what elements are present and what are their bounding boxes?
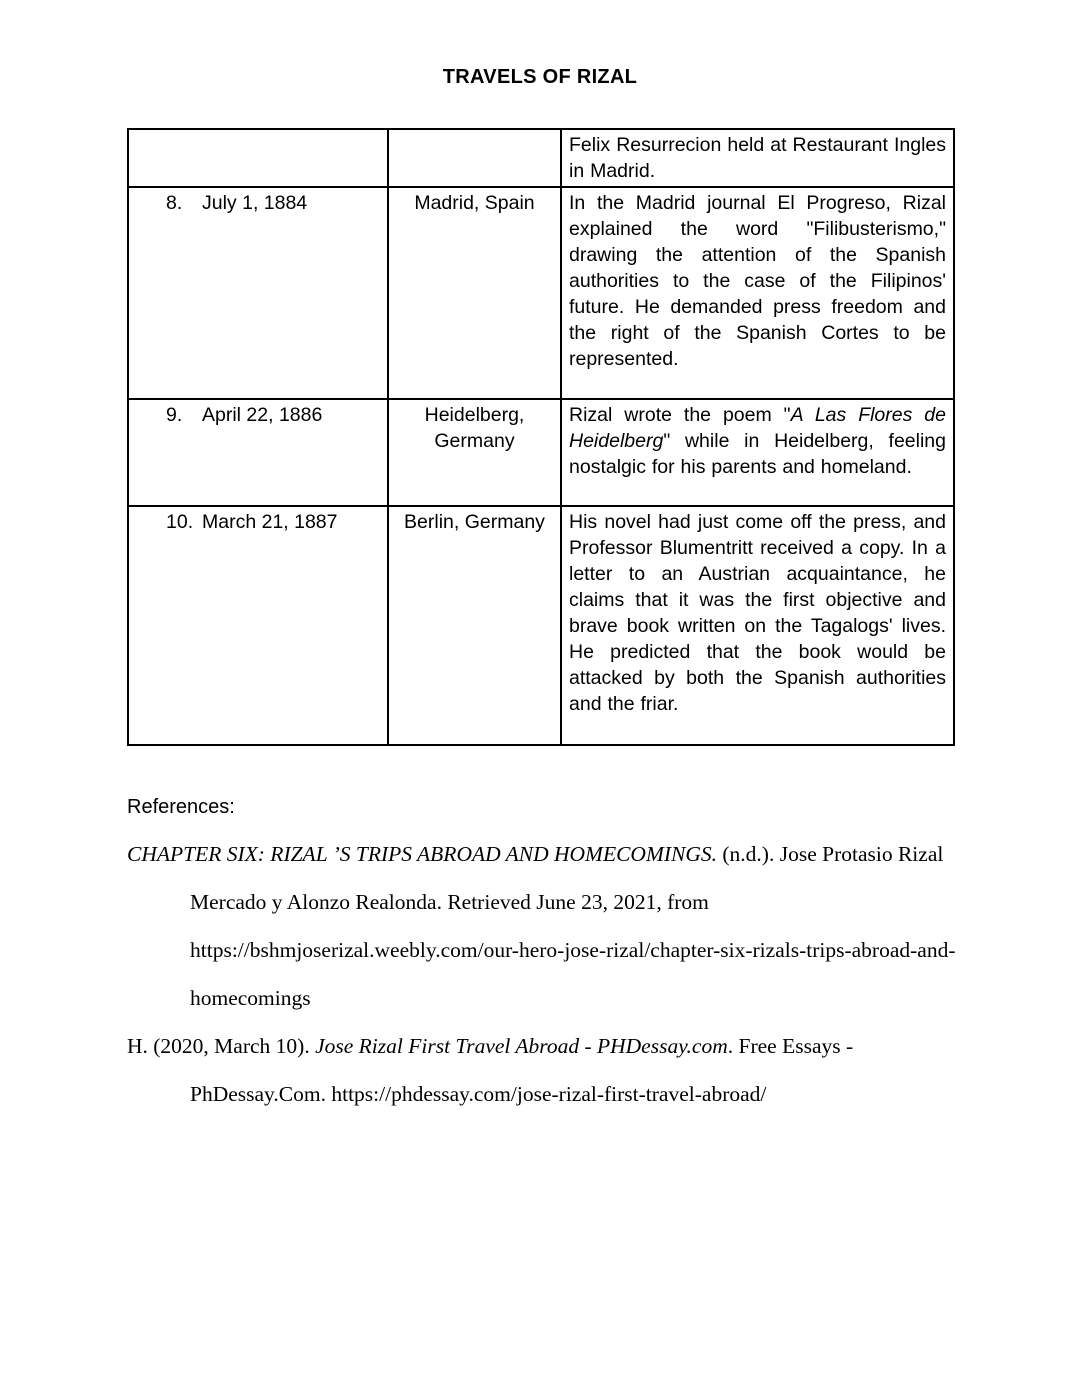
references-heading: References:	[127, 796, 235, 818]
table-row-10	[128, 506, 954, 745]
event-cell: In the Madrid journal El Progreso, Rizal explained the word "Filibusterismo," drawing the attention of the Spanish authorities to the case of the Filipinos' future. He demanded press freedom and the right of the Spanish Cortes to be represented.	[561, 187, 954, 399]
date-text: April 22, 1886	[202, 404, 323, 426]
event-cell: His novel had just come off the press, and Professor Blumentritt received a copy. In a letter to an Austrian acquaintance, he claims that it was the first objective and brave book written on the Tagalogs' lives. He predicted that the book would be attacked by both the Spanish authorities and the friar.	[561, 506, 954, 745]
table-row-continuation	[128, 129, 954, 187]
place-cell: Berlin, Germany	[388, 506, 561, 745]
place-cell: Heidelberg, Germany	[388, 399, 561, 506]
reference-line: Mercado y Alonzo Realonda. Retrieved June 23, 2021, from	[190, 890, 709, 914]
reference-line: https://bshmjoserizal.weebly.com/our-hero-jose-rizal/chapter-six-rizals-trips-abroad-and-	[190, 938, 956, 962]
references-section	[127, 794, 956, 1108]
date-text: March 21, 1887	[202, 511, 338, 533]
place-cell	[388, 129, 561, 187]
place-cell: Madrid, Spain	[388, 187, 561, 399]
date-cell	[128, 399, 388, 506]
table-row-9	[128, 399, 954, 506]
reference-line: CHAPTER SIX: RIZAL ’S TRIPS ABROAD AND HOMECOMINGS. (n.d.). Jose Protasio Rizal	[127, 842, 944, 866]
date-cell	[128, 129, 388, 187]
table-row-8	[128, 187, 954, 399]
row-number: 9.	[166, 404, 183, 426]
event-cell: Felix Resurrecion held at Restaurant Ingles in Madrid.	[561, 129, 954, 187]
reference-line: H. (2020, March 10). Jose Rizal First Travel Abroad - PHDessay.com. Free Essays -	[127, 1034, 854, 1058]
row-number: 8.	[166, 192, 183, 214]
row-number: 10.	[166, 511, 194, 533]
event-cell: Rizal wrote the poem "A Las Flores de Heidelberg" while in Heidelberg, feeling nostalgic for his parents and homeland.	[561, 399, 954, 506]
page-title: TRAVELS OF RIZAL	[442, 66, 638, 88]
reference-line: homecomings	[190, 986, 311, 1010]
date-cell	[128, 187, 388, 399]
date-text: July 1, 1884	[202, 192, 308, 214]
date-cell	[128, 506, 388, 745]
reference-line: PhDessay.Com. https://phdessay.com/jose-rizal-first-travel-abroad/	[190, 1082, 767, 1106]
travels-table	[127, 128, 955, 746]
